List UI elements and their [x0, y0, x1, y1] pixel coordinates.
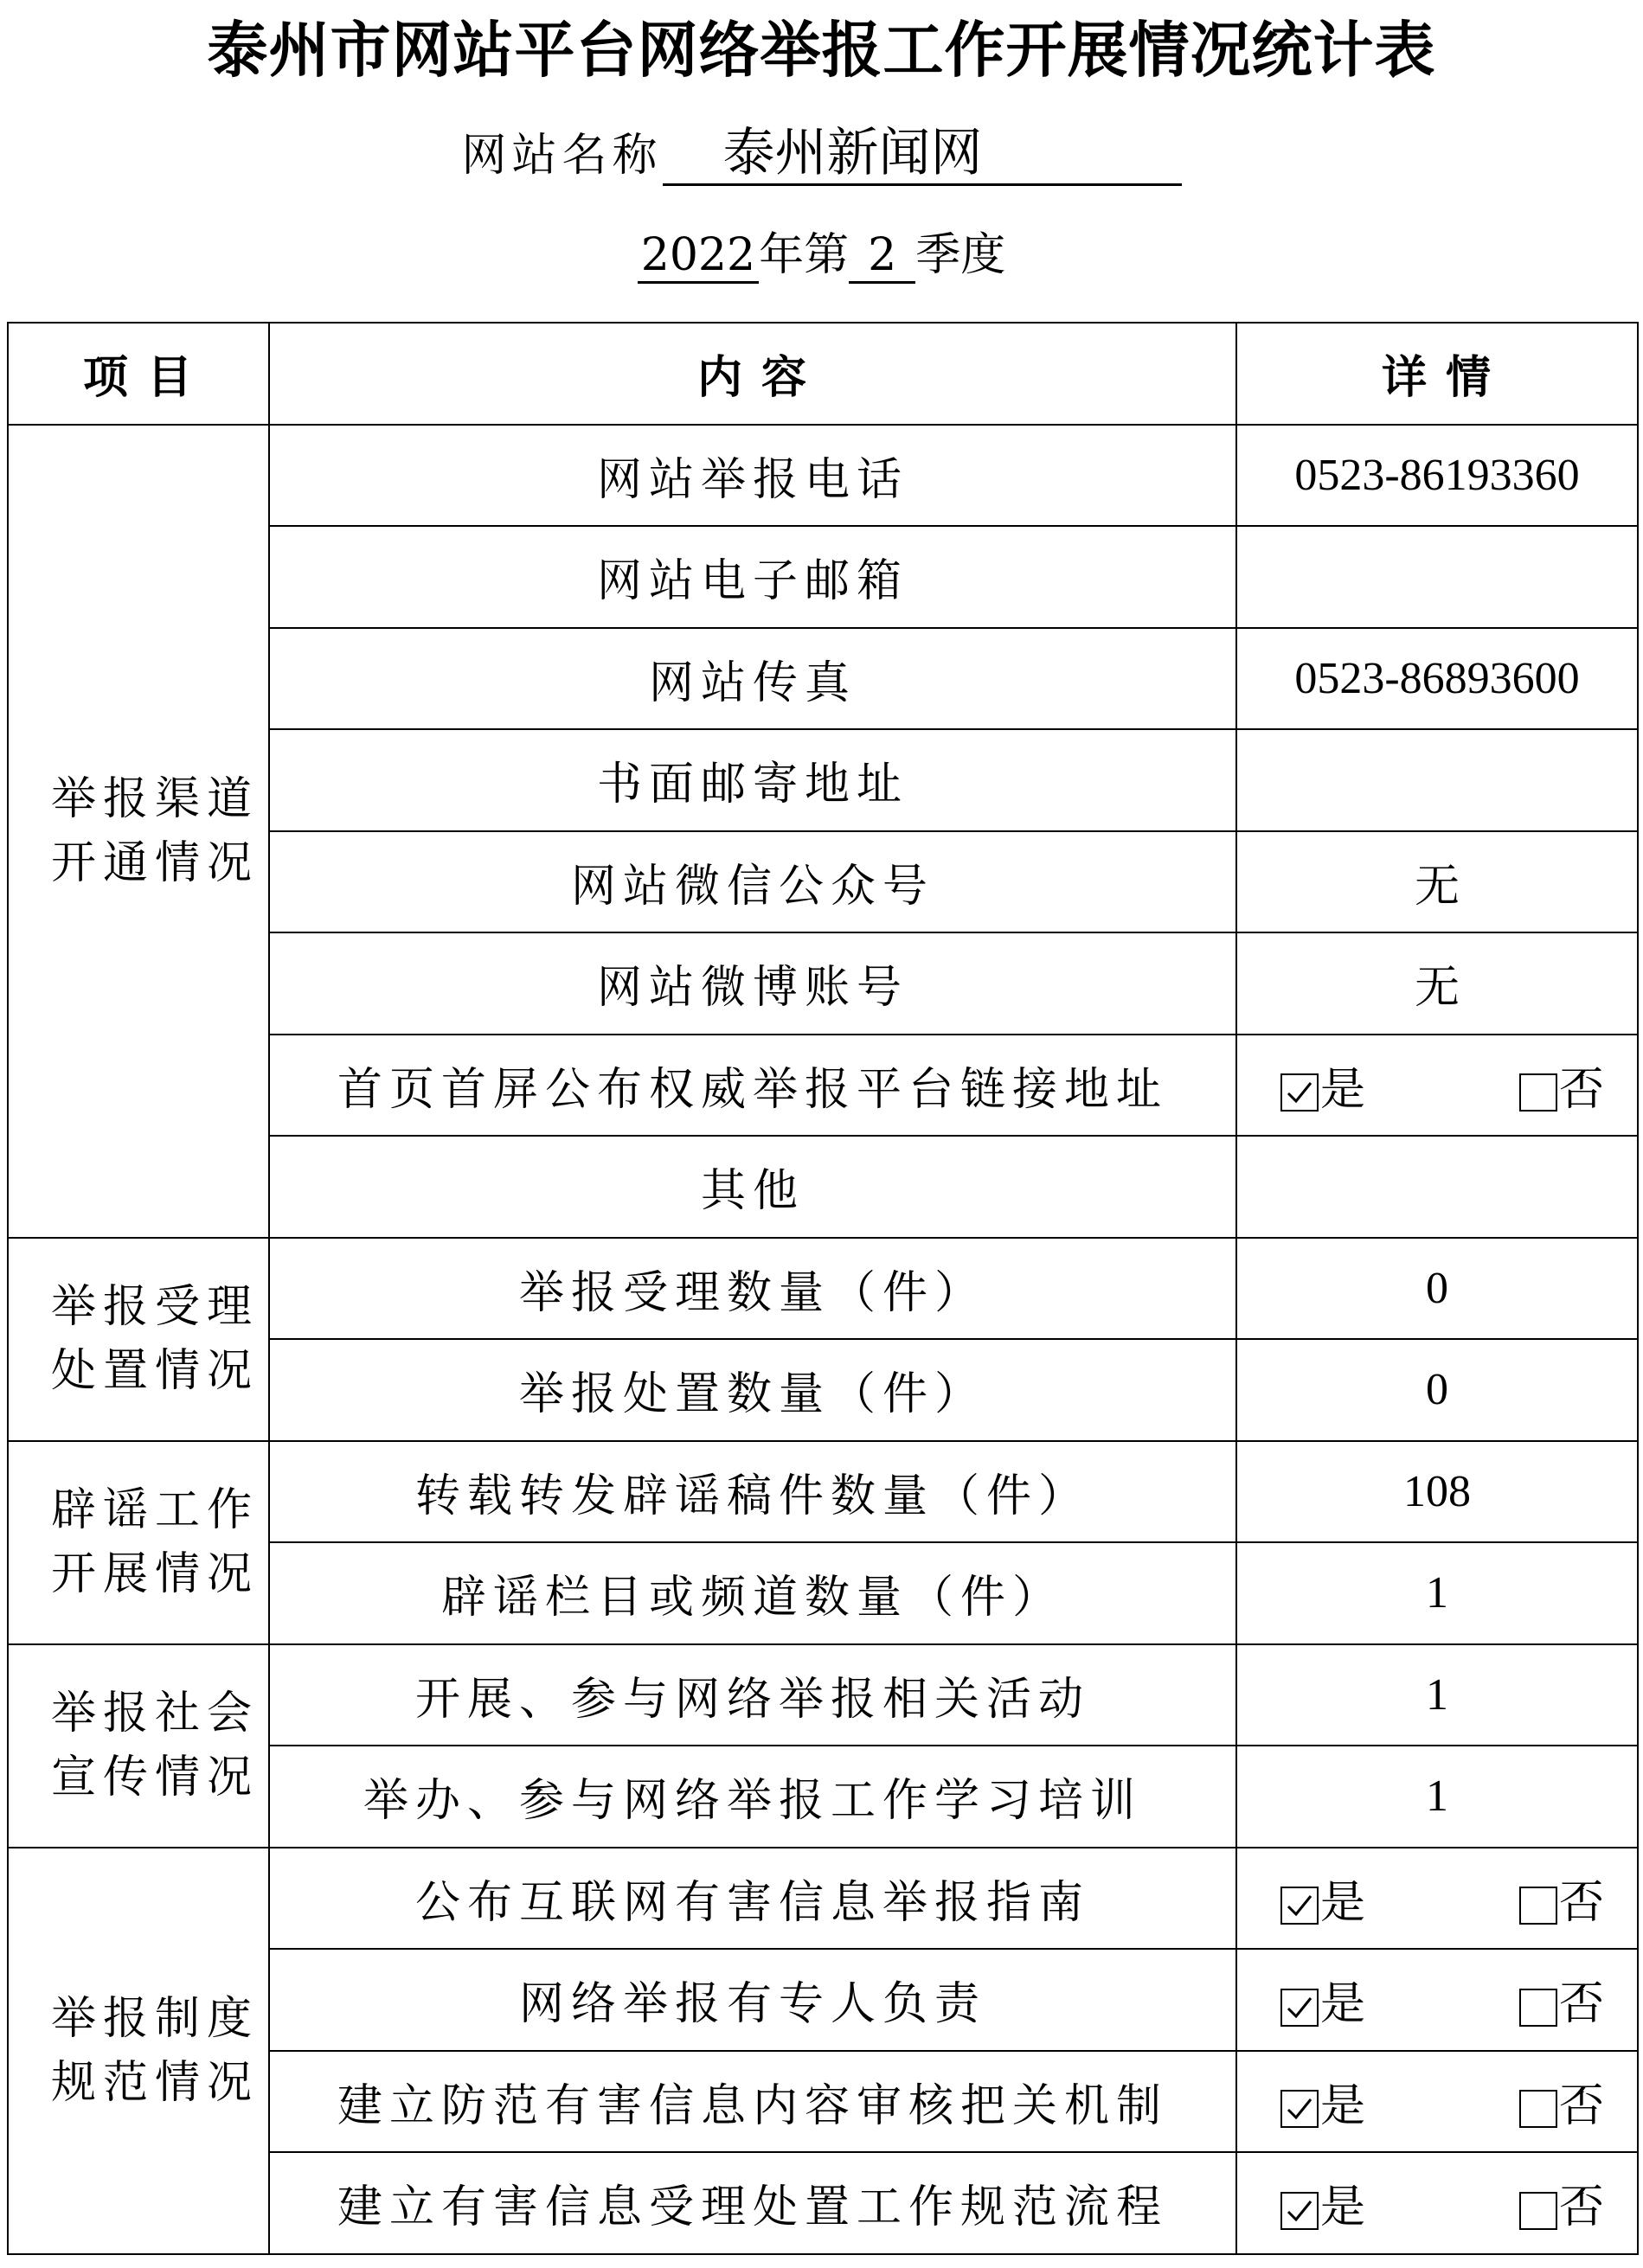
- choice-label: 是: [1320, 2079, 1366, 2132]
- detail-cell: [1236, 1035, 1638, 1137]
- unchecked-box-icon[interactable]: [1519, 2090, 1557, 2128]
- detail-cell: 0: [1236, 1238, 1638, 1340]
- content-cell: 网站举报电话: [269, 425, 1236, 527]
- content-cell: 网络举报有专人负责: [269, 1949, 1236, 2051]
- category-line: 开通情况: [50, 836, 259, 889]
- checked-box-icon[interactable]: [1280, 2192, 1319, 2230]
- category-cell: [8, 1644, 269, 1848]
- detail-cell: 1: [1236, 1542, 1638, 1644]
- choice-label: 是: [1320, 1063, 1366, 1116]
- table-row: [8, 1441, 1638, 1543]
- detail-cell: [1236, 1848, 1638, 1950]
- unchecked-box-icon[interactable]: [1519, 1073, 1557, 1112]
- unchecked-box-icon[interactable]: [1519, 2192, 1557, 2230]
- unchecked-box-icon[interactable]: [1519, 1887, 1557, 1925]
- document-title: 泰州市网站平台网络举报工作开展情况统计表: [207, 14, 1436, 86]
- header-item: 项 目: [8, 323, 269, 425]
- detail-cell: 0: [1236, 1339, 1638, 1441]
- content-cell: 举报处置数量（件）: [269, 1339, 1236, 1441]
- statistics-table: [7, 322, 1639, 2255]
- website-name-label: 网站名称: [461, 130, 663, 182]
- checked-box-icon[interactable]: [1280, 1989, 1319, 2027]
- choice-no[interactable]: [1519, 1053, 1604, 1118]
- category-cell: [8, 1238, 269, 1441]
- period-quarter-suffix: 季度: [915, 229, 1006, 281]
- yes-no-choice: [1237, 2069, 1637, 2134]
- detail-cell: [1236, 729, 1638, 831]
- yes-no-choice: [1237, 1053, 1637, 1118]
- choice-no[interactable]: [1519, 2170, 1604, 2235]
- choice-yes[interactable]: [1280, 2069, 1365, 2134]
- choice-yes[interactable]: [1280, 1866, 1365, 1931]
- detail-cell: 0523-86893600: [1236, 628, 1638, 730]
- content-cell: 书面邮寄地址: [269, 729, 1236, 831]
- reporting-period: [0, 221, 1643, 290]
- website-name-line: [0, 121, 1643, 190]
- checked-box-icon[interactable]: [1280, 1887, 1319, 1925]
- period-year-suffix: 年第: [759, 229, 850, 281]
- content-cell: 网站电子邮箱: [269, 526, 1236, 628]
- choice-label: 是: [1320, 1978, 1366, 2031]
- table-row: [8, 425, 1638, 527]
- period-quarter: 2: [849, 229, 915, 284]
- detail-cell: 0523-86193360: [1236, 425, 1638, 527]
- detail-cell: [1236, 526, 1638, 628]
- category-line: 举报受理: [50, 1281, 259, 1333]
- content-cell: 转载转发辟谣稿件数量（件）: [269, 1441, 1236, 1543]
- category-line: 开展情况: [50, 1548, 259, 1600]
- detail-cell: 108: [1236, 1441, 1638, 1543]
- category-cell: [8, 1848, 269, 2254]
- yes-no-choice: [1237, 1866, 1637, 1931]
- yes-no-choice: [1237, 2170, 1637, 2235]
- detail-cell: 1: [1236, 1746, 1638, 1848]
- content-cell: 网站微信公众号: [269, 831, 1236, 933]
- category-line: 处置情况: [50, 1345, 259, 1397]
- choice-no[interactable]: [1519, 1967, 1604, 2032]
- category-line: 举报社会: [50, 1688, 259, 1739]
- detail-cell: [1236, 2051, 1638, 2153]
- content-cell: 其他: [269, 1136, 1236, 1238]
- content-cell: 网站传真: [269, 628, 1236, 730]
- category-line: 举报制度: [50, 1992, 259, 2045]
- choice-label: 否: [1558, 2079, 1604, 2132]
- choice-yes[interactable]: [1280, 1053, 1365, 1118]
- detail-cell: 无: [1236, 932, 1638, 1035]
- yes-no-choice: [1237, 1967, 1637, 2032]
- detail-cell: [1236, 2152, 1638, 2254]
- content-cell: 网站微博账号: [269, 932, 1236, 1035]
- category-cell: [8, 1441, 269, 1644]
- choice-label: 否: [1558, 1063, 1604, 1116]
- table-row: [8, 1238, 1638, 1340]
- category-line: 辟谣工作: [50, 1484, 259, 1536]
- period-year: 2022: [638, 229, 759, 284]
- checked-box-icon[interactable]: [1280, 1073, 1319, 1112]
- choice-no[interactable]: [1519, 1866, 1604, 1931]
- content-cell: 辟谣栏目或频道数量（件）: [269, 1542, 1236, 1644]
- category-line: 举报渠道: [50, 772, 259, 825]
- detail-cell: 1: [1236, 1644, 1638, 1746]
- content-cell: 建立防范有害信息内容审核把关机制: [269, 2051, 1236, 2153]
- category-line: 规范情况: [50, 2056, 259, 2109]
- detail-cell: [1236, 1949, 1638, 2051]
- category-cell: [8, 425, 269, 1238]
- content-cell: 举报受理数量（件）: [269, 1238, 1236, 1340]
- table-row: [8, 1644, 1638, 1746]
- detail-cell: [1236, 1136, 1638, 1238]
- content-cell: 建立有害信息受理处置工作规范流程: [269, 2152, 1236, 2254]
- choice-yes[interactable]: [1280, 1967, 1365, 2032]
- checked-box-icon[interactable]: [1280, 2090, 1319, 2128]
- website-name-value: 泰州新闻网: [663, 123, 1182, 186]
- category-line: 宣传情况: [50, 1752, 259, 1804]
- choice-label: 否: [1558, 1876, 1604, 1929]
- content-cell: 开展、参与网络举报相关活动: [269, 1644, 1236, 1746]
- unchecked-box-icon[interactable]: [1519, 1989, 1557, 2027]
- content-cell: 举办、参与网络举报工作学习培训: [269, 1746, 1236, 1848]
- header-content: 内 容: [269, 323, 1236, 425]
- table-body: [8, 425, 1638, 2254]
- table-row: [8, 1848, 1638, 1950]
- content-cell: 公布互联网有害信息举报指南: [269, 1848, 1236, 1950]
- choice-no[interactable]: [1519, 2069, 1604, 2134]
- choice-label: 是: [1320, 2182, 1366, 2234]
- choice-yes[interactable]: [1280, 2170, 1365, 2235]
- choice-label: 否: [1558, 2182, 1604, 2234]
- header-row: [8, 323, 1638, 425]
- detail-cell: 无: [1236, 831, 1638, 933]
- header-detail: 详 情: [1236, 323, 1638, 425]
- choice-label: 否: [1558, 1978, 1604, 2031]
- content-cell: 首页首屏公布权威举报平台链接地址: [269, 1035, 1236, 1137]
- choice-label: 是: [1320, 1876, 1366, 1929]
